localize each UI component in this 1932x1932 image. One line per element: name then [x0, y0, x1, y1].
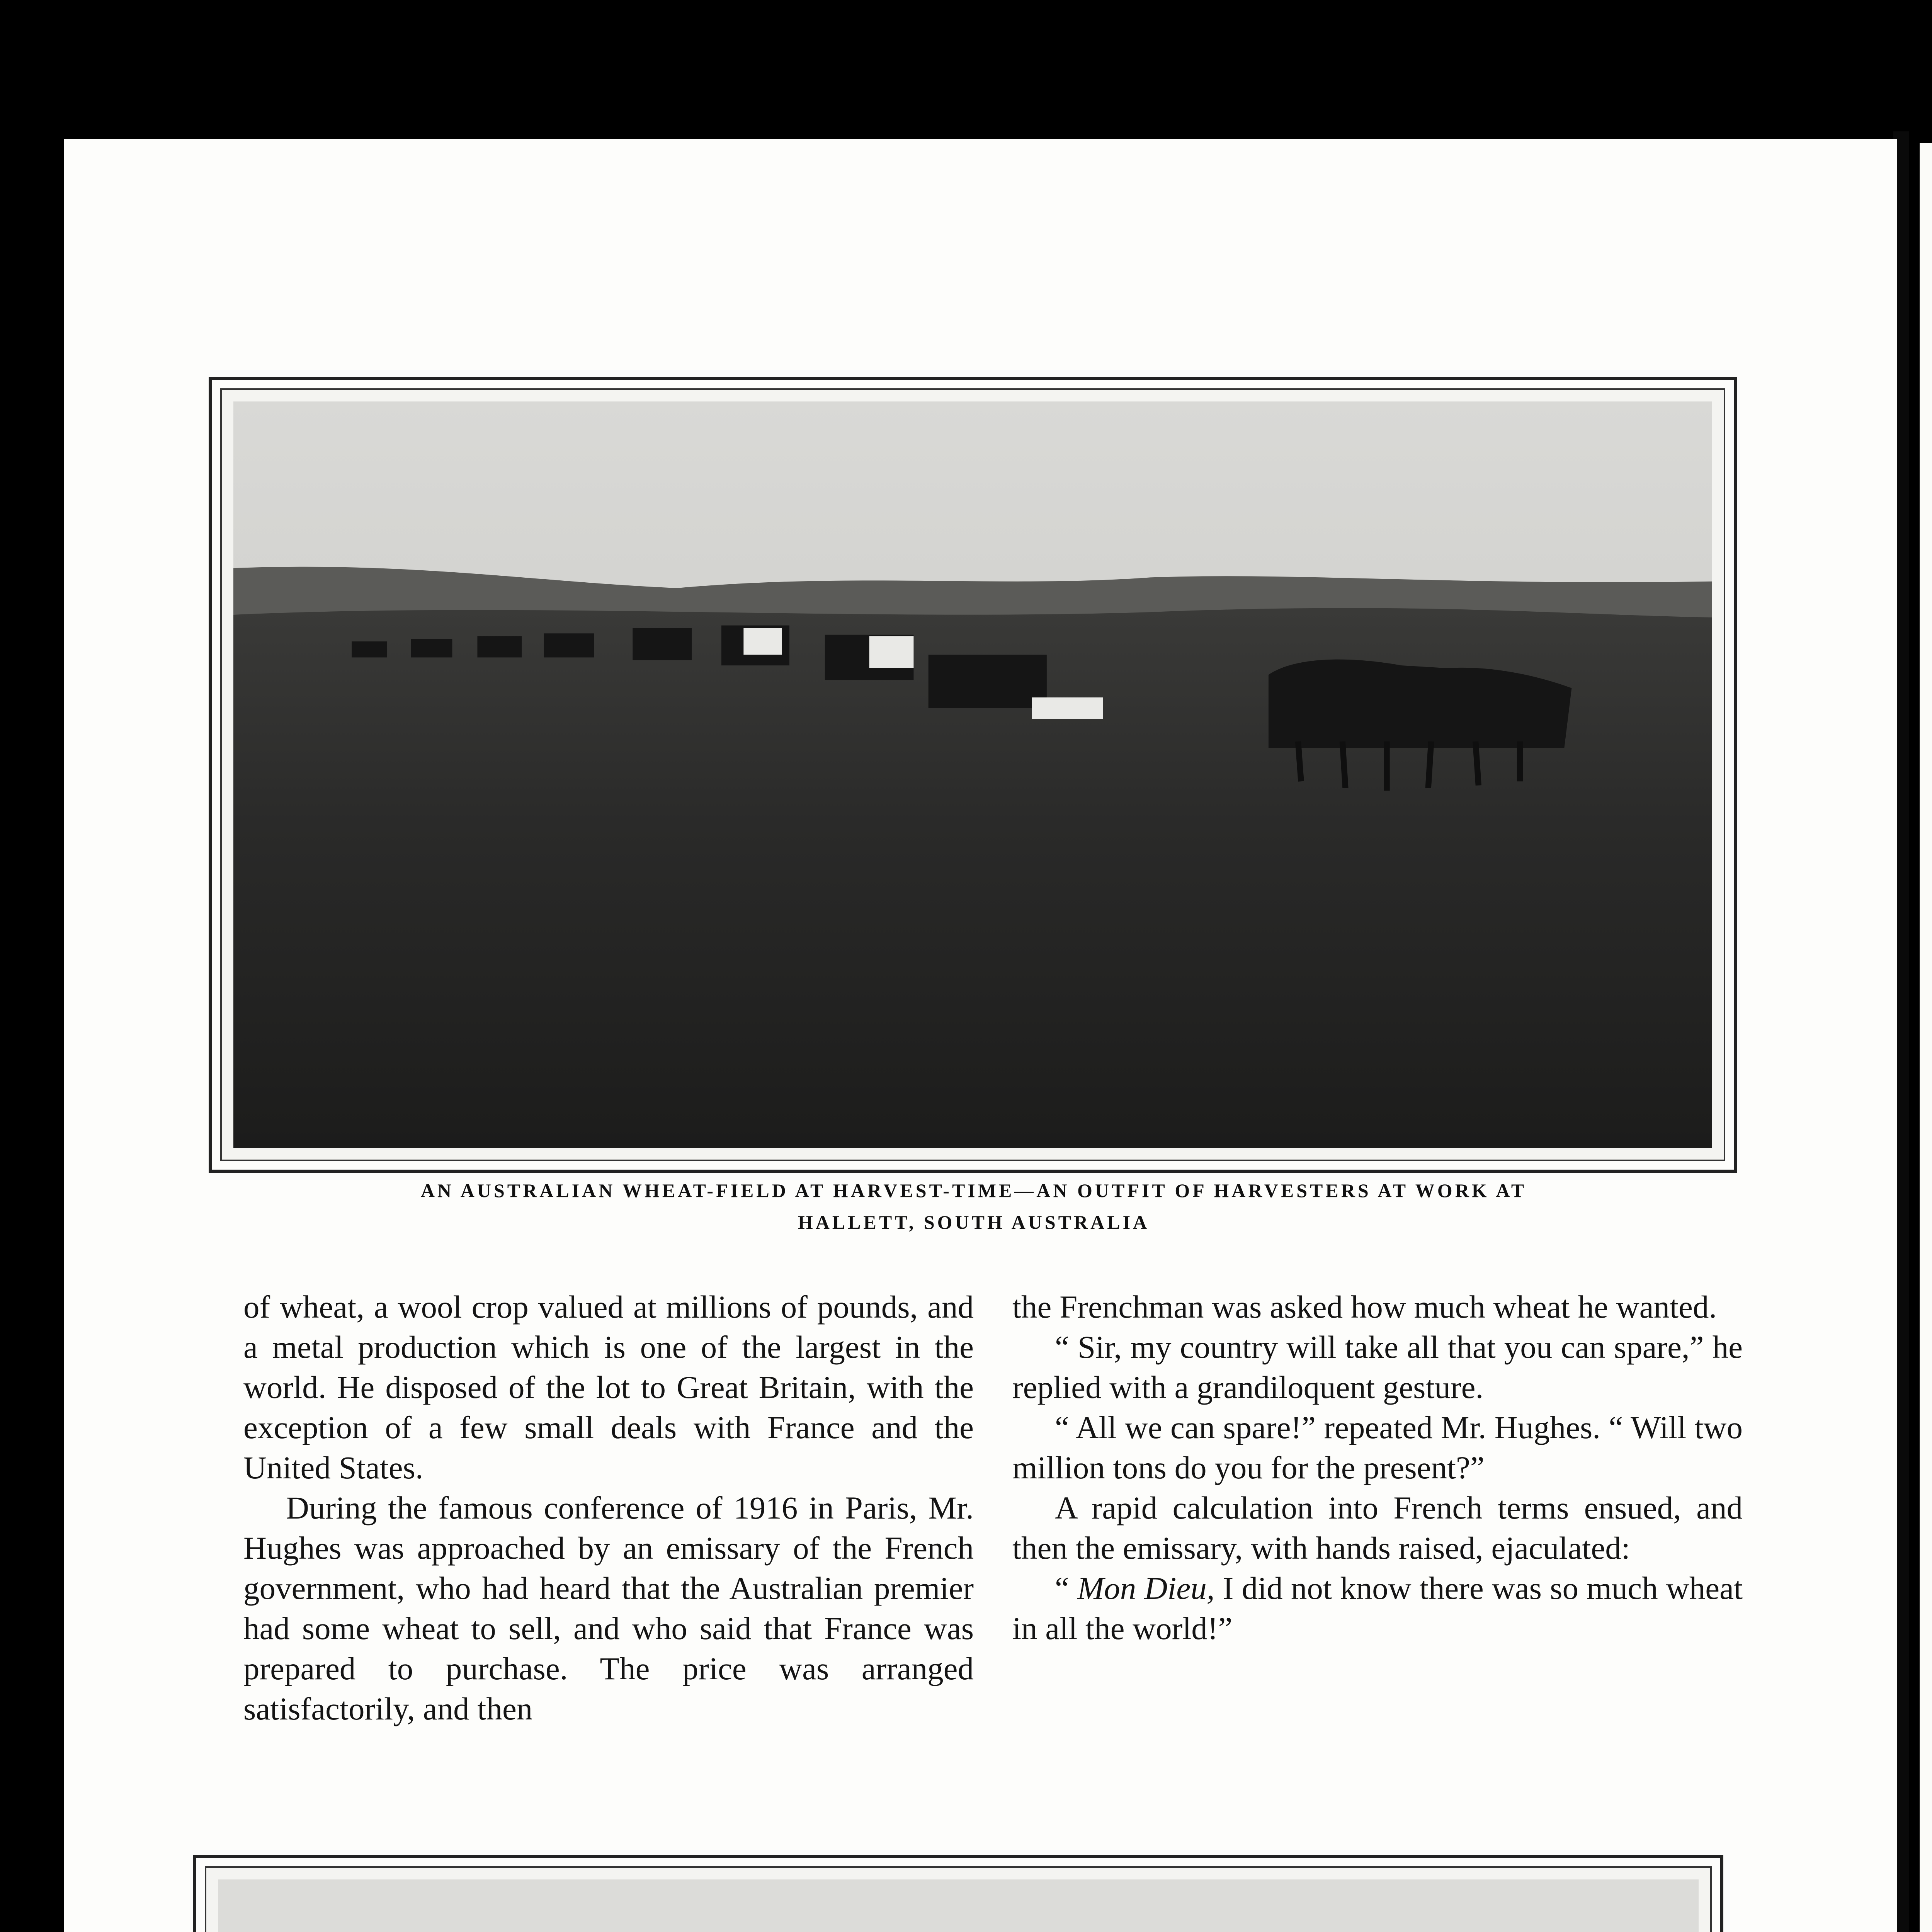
paragraph: A rapid calculation into French terms ensued, and then the emissary, with hands raised, ejaculated:: [1012, 1490, 1743, 1566]
wheat-field-photo-frame: [209, 377, 1737, 1173]
caption-line: HALLETT, SOUTH AUSTRALIA: [798, 1211, 1150, 1233]
text-column-right: [1012, 1287, 1743, 1648]
wheat-field-caption: [232, 1175, 1716, 1238]
vineyard-photo: [218, 1879, 1699, 1932]
paragraph-final: [1012, 1568, 1743, 1648]
italic-exclamation: Mon Dieu,: [1077, 1570, 1215, 1606]
paragraph: “ All we can spare!” repeated Mr. Hughes. “ Will two million tons do you for the present?”: [1012, 1410, 1743, 1485]
paragraph: During the famous conference of 1916 in Paris, Mr. Hughes was approached by an emissary of the French government, who had heard that the Australian premier had some wheat to sell, and who said that France was prepared to purchase. The price was arranged satisfactorily, and then: [243, 1490, 974, 1726]
paragraph: of wheat, a wool crop valued at millions of pounds, and a metal production which is one of the largest in the world. He disposed of the lot to Great Britain, with the exception of a few small deals with France and the United States.: [243, 1289, 974, 1485]
paragraph-rest: I did not know there was so much wheat in all the world!”: [1012, 1570, 1743, 1646]
adjacent-page-edge: [1920, 143, 1932, 1932]
caption-line: AN AUSTRALIAN WHEAT-FIELD AT HARVEST-TIME—AN OUTFIT OF HARVESTERS AT WORK AT: [420, 1180, 1527, 1201]
vineyard-photo-frame: [193, 1855, 1723, 1932]
wheat-field-photo: [233, 401, 1712, 1148]
open-quote: “: [1055, 1570, 1078, 1606]
text-column-left: [243, 1287, 974, 1729]
paragraph: “ Sir, my country will take all that you can spare,” he replied with a grandiloquent gesture.: [1012, 1329, 1743, 1405]
paragraph: the Frenchman was asked how much wheat he wanted.: [1012, 1289, 1717, 1325]
